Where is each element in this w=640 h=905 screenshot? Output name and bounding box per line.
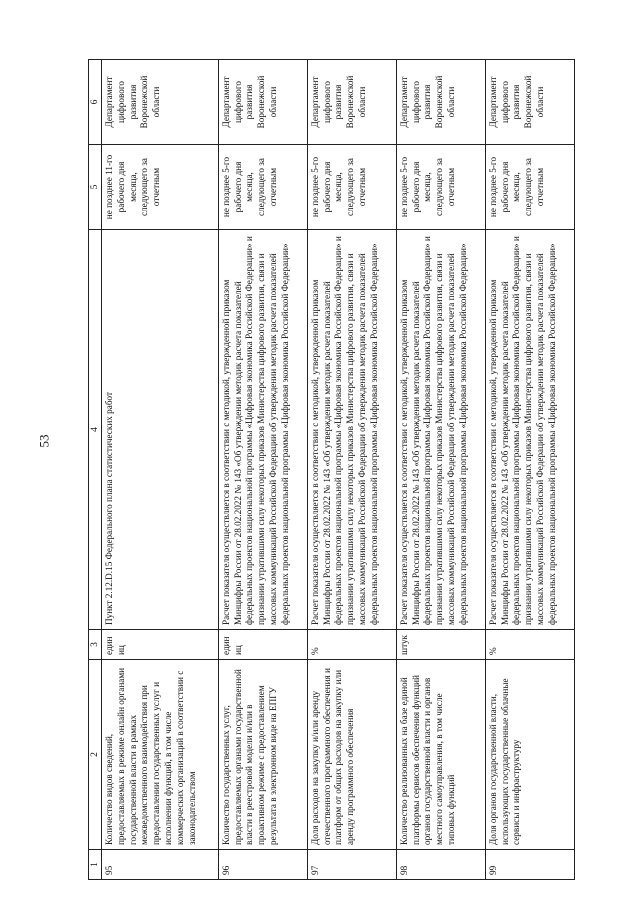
header-cell-4: 4 [89,230,102,630]
header-cell-3: 3 [89,630,102,660]
indicator-name: Доля расходов на закупку и/или аренду отечественного программного обеспечения и платформ от общих расходов на закупку или аренду программного обеспечения [307,660,396,850]
table-row-95 [102,60,219,880]
responsible-body: Департамент цифрового развития Воронежской области [485,60,574,145]
indicators-table [88,59,575,880]
unit-of-measure: % [307,630,396,660]
calculation-method: Пункт 2.12.D.15 Федерального плана статистических работ [102,230,219,630]
unit-of-measure: единиц [218,630,307,660]
calculation-method: Расчет показателя осуществляется в соответствии с методикой, утвержденной приказом Минцифры России от 28.02.2022 № 143 «Об утверждении методик расчета показателей федеральных проектов национальной программы «Цифровая экономика Российской Федерации» и признании утратившими силу некоторых приказов Министерства цифрового развития, связи и массовых коммуникаций Российской Федерации об утверждении методик расчета показателей федеральных проектов национальной программы «Цифровая экономика Российской Федерации» [307,230,396,630]
table-row-99 [485,60,574,880]
responsible-body: Департамент цифрового развития Воронежской области [396,60,485,145]
page-number: 53 [36,434,52,448]
header-cell-1: 1 [89,850,102,880]
unit-of-measure: штук [396,630,485,660]
indicator-name: Количество государственных услуг, предоставляемых органами государственной власти в реестровой модели и/или в проактивном режиме с предоставлением результата в электронном виде на ЕПГУ [218,660,307,850]
row-number: 99 [485,850,574,880]
header-cell-2: 2 [89,660,102,850]
header-cell-6: 6 [89,60,102,145]
unit-of-measure: % [485,630,574,660]
responsible-body: Департамент цифрового развития Воронежской области [307,60,396,145]
table-row-97 [307,60,396,880]
rotated-table-container [88,60,575,880]
reporting-deadline: не позднее 5-го рабочего дня месяца, следующего за отчетным [218,145,307,230]
table-row-96 [218,60,307,880]
row-number: 96 [218,850,307,880]
calculation-method: Расчет показателя осуществляется в соответствии с методикой, утвержденной приказом Минцифры России от 28.02.2022 № 143 «Об утверждении методик расчета показателей федеральных проектов национальной программы «Цифровая экономика Российской Федерации» и признании утратившими силу некоторых приказов Министерства цифрового развития, связи и массовых коммуникаций Российской Федерации об утверждении методик расчета показателей федеральных проектов национальной программы «Цифровая экономика Российской Федерации» [218,230,307,630]
header-cell-5: 5 [89,145,102,230]
indicator-name: Количество реализованных на базе единой платформы сервисов обеспечения функций органов государственной власти и органов местного самоуправления, в том числе типовых функций [396,660,485,850]
reporting-deadline: не позднее 11-го рабочего дня месяца, следующего за отчетным [102,145,219,230]
reporting-deadline: не позднее 5-го рабочего дня месяца, следующего за отчетным [485,145,574,230]
calculation-method: Расчет показателя осуществляется в соответствии с методикой, утвержденной приказом Минцифры России от 28.02.2022 № 143 «Об утверждении методик расчета показателей федеральных проектов национальной программы «Цифровая экономика Российской Федерации» и признании утратившими силу некоторых приказов Министерства цифрового развития, связи и массовых коммуникаций Российской Федерации об утверждении методик расчета показателей федеральных проектов национальной программы «Цифровая экономика Российской Федерации» [396,230,485,630]
calculation-method: Расчет показателя осуществляется в соответствии с методикой, утвержденной приказом Минцифры России от 28.02.2022 № 143 «Об утверждении методик расчета показателей федеральных проектов национальной программы «Цифровая экономика Российской Федерации» и признании утратившими силу некоторых приказов Министерства цифрового развития, связи и массовых коммуникаций Российской Федерации об утверждении методик расчета показателей федеральных проектов национальной программы «Цифровая экономика Российской Федерации» [485,230,574,630]
table-header-row [89,60,102,880]
row-number: 97 [307,850,396,880]
row-number: 95 [102,850,219,880]
table-row-98 [396,60,485,880]
reporting-deadline: не позднее 5-го рабочего дня месяца, следующего за отчетным [307,145,396,230]
unit-of-measure: единиц [102,630,219,660]
row-number: 98 [396,850,485,880]
responsible-body: Департамент цифрового развития Воронежской области [102,60,219,145]
responsible-body: Департамент цифрового развития Воронежской области [218,60,307,145]
indicator-name: Доля органов государственной власти, использующих государственные облачные сервисы и инфраструктуру [485,660,574,850]
indicator-name: Количество видов сведений, предоставляемых в режиме онлайн органами государственной власти в рамках межведомственного взаимодействия при предоставлении государственных услуг и исполнении функций, в том числе коммерческих организаций в соответствии с законодательством [102,660,219,850]
reporting-deadline: не позднее 5-го рабочего дня месяца, следующего за отчетным [396,145,485,230]
